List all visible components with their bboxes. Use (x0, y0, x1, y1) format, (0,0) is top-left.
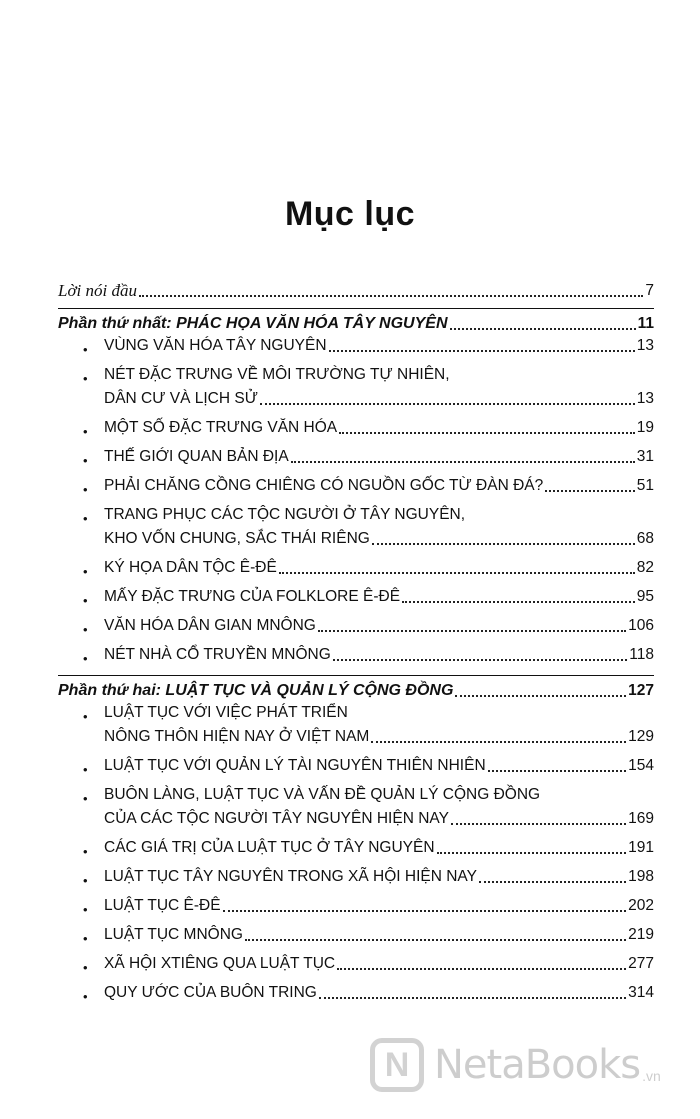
toc-entry-label: CÁC GIÁ TRỊ CỦA LUẬT TỤC Ở TÂY NGUYÊN (104, 839, 435, 856)
watermark-text: NetaBooks (434, 1042, 641, 1088)
toc-entry[interactable] (58, 506, 654, 548)
toc-entry[interactable] (58, 588, 654, 606)
toc-entry-label: LUẬT TỤC VỚI QUẢN LÝ TÀI NGUYÊN THIÊN NHIÊN (104, 757, 486, 774)
toc-entry-label: Lời nói đầu (58, 281, 137, 300)
toc-entry-page: 51 (636, 477, 654, 494)
dot-leader (291, 451, 635, 463)
toc-part-heading[interactable] (58, 308, 654, 333)
toc-part-page: 11 (637, 315, 654, 332)
bullet-icon: • (83, 342, 88, 357)
toc-entry-page: 169 (628, 810, 654, 827)
toc-entry[interactable] (58, 617, 654, 635)
dot-leader (455, 685, 626, 697)
toc-entry-label: CỦA CÁC TỘC NGƯỜI TÂY NGUYÊN HIỆN NAY (104, 810, 449, 827)
toc-entry-preface[interactable] (58, 282, 654, 300)
toc-entry-page: 13 (636, 390, 654, 407)
bullet-icon: • (83, 651, 88, 666)
toc-part-heading[interactable] (58, 675, 654, 700)
toc-entry-label: NÉT NHÀ CỔ TRUYỀN MNÔNG (104, 646, 331, 663)
dot-leader (451, 813, 626, 825)
toc-entry-label: QUY ƯỚC CỦA BUÔN TRING (104, 984, 317, 1001)
toc-parts (58, 308, 654, 1002)
dot-leader (488, 760, 626, 772)
toc-entry-label: LUẬT TỤC Ê-ĐÊ (104, 897, 221, 914)
dot-leader (245, 929, 626, 941)
toc-entry-label: THẾ GIỚI QUAN BẢN ĐỊA (104, 448, 289, 465)
toc-entry-page: 314 (628, 984, 654, 1001)
toc-entry-page: 118 (629, 646, 654, 663)
dot-leader (139, 285, 643, 297)
dot-leader (371, 731, 626, 743)
toc-entry-label: LUẬT TỤC TÂY NGUYÊN TRONG XÃ HỘI HIỆN NAY (104, 868, 477, 885)
toc-entry-label: PHẢI CHĂNG CỒNG CHIÊNG CÓ NGUỒN GỐC TỪ ĐÀN ĐÁ? (104, 477, 544, 494)
toc-entry-page: 202 (628, 897, 654, 914)
toc-entry-line: NÉT ĐẶC TRƯNG VỀ MÔI TRƯỜNG TỰ NHIÊN, (104, 366, 450, 383)
toc-entry-page: 68 (636, 530, 654, 547)
toc-entry-label: NÔNG THÔN HIỆN NAY Ở VIỆT NAM (104, 728, 370, 745)
toc-entry[interactable] (58, 477, 654, 495)
bullet-icon: • (83, 564, 88, 579)
bullet-icon: • (83, 593, 88, 608)
toc-entry-page: 95 (636, 588, 654, 605)
toc-entry-label: KÝ HỌA DÂN TỘC Ê-ĐÊ (104, 559, 277, 576)
watermark (370, 1025, 700, 1105)
bullet-icon: • (83, 511, 88, 526)
dot-leader (329, 340, 635, 352)
toc-entry-page: 191 (628, 839, 654, 856)
dot-leader (260, 393, 635, 405)
toc-entry-page: 277 (628, 955, 654, 972)
dot-leader (333, 649, 628, 661)
dot-leader (337, 958, 626, 970)
toc-entry-line: TRANG PHỤC CÁC TỘC NGƯỜI Ở TÂY NGUYÊN, (104, 506, 466, 523)
watermark-suffix: .vn (642, 1068, 661, 1084)
toc-entry[interactable] (58, 559, 654, 577)
toc-entry[interactable] (58, 839, 654, 857)
toc-entry[interactable] (58, 868, 654, 886)
toc-entry[interactable] (58, 897, 654, 915)
bullet-icon: • (83, 622, 88, 637)
toc-part-label: Phần thứ hai: LUẬT TỤC VÀ QUẢN LÝ CỘNG ĐỒNG (58, 682, 454, 699)
toc-entry[interactable] (58, 366, 654, 408)
toc-entry[interactable] (58, 337, 654, 355)
toc-part-label: Phần thứ nhất: PHÁC HỌA VĂN HÓA TÂY NGUYÊN (58, 315, 448, 332)
toc-entry-page: 19 (636, 419, 654, 436)
dot-leader (545, 480, 635, 492)
toc-entry-page: 154 (628, 757, 654, 774)
toc-entry[interactable] (58, 448, 654, 466)
toc-entry[interactable] (58, 926, 654, 944)
toc-entry-label: XÃ HỘI XTIÊNG QUA LUẬT TỤC (104, 955, 336, 972)
dot-leader (318, 620, 626, 632)
toc-entry-page: 7 (645, 282, 654, 299)
dot-leader (437, 842, 627, 854)
bullet-icon: • (83, 902, 88, 917)
bullet-icon: • (83, 762, 88, 777)
dot-leader (450, 318, 636, 330)
toc-entry-page: 219 (628, 926, 654, 943)
toc-entry-label: DÂN CƯ VÀ LỊCH SỬ (104, 390, 258, 407)
bullet-icon: • (83, 371, 88, 386)
toc-entry-label: LUẬT TỤC MNÔNG (104, 926, 243, 943)
toc-entry[interactable] (58, 704, 654, 746)
dot-leader (339, 422, 635, 434)
toc-entry[interactable] (58, 419, 654, 437)
toc-entry-label: MỘT SỐ ĐẶC TRƯNG VĂN HÓA (104, 419, 338, 436)
table-of-contents (58, 282, 654, 1013)
dot-leader (479, 871, 626, 883)
toc-entry-page: 13 (636, 337, 654, 354)
toc-part-page: 127 (628, 682, 654, 699)
toc-entry[interactable] (58, 757, 654, 775)
bullet-icon: • (83, 709, 88, 724)
toc-entry-label: VÙNG VĂN HÓA TÂY NGUYÊN (104, 337, 327, 354)
toc-entry-page: 106 (628, 617, 654, 634)
toc-entry-line: LUẬT TỤC VỚI VIỆC PHÁT TRIỂN (104, 704, 348, 721)
bullet-icon: • (83, 424, 88, 439)
dot-leader (372, 533, 635, 545)
toc-entry-page: 82 (636, 559, 654, 576)
bullet-icon: • (83, 791, 88, 806)
toc-entry-label: VĂN HÓA DÂN GIAN MNÔNG (104, 617, 316, 634)
bullet-icon: • (83, 960, 88, 975)
toc-entry-label: MẤY ĐẶC TRƯNG CỦA FOLKLORE Ê-ĐÊ (104, 588, 401, 605)
toc-entry-page: 198 (628, 868, 654, 885)
toc-entry-line: BUÔN LÀNG, LUẬT TỤC VÀ VẤN ĐỀ QUẢN LÝ CỘNG ĐỒNG (104, 786, 541, 803)
bullet-icon: • (83, 989, 88, 1004)
bullet-icon: • (83, 453, 88, 468)
toc-entry-label: KHO VỐN CHUNG, SẮC THÁI RIÊNG (104, 530, 370, 547)
bullet-icon: • (83, 931, 88, 946)
dot-leader (402, 591, 635, 603)
dot-leader (279, 562, 635, 574)
bullet-icon: • (83, 482, 88, 497)
dot-leader (223, 900, 627, 912)
page-title: Mục lục (284, 195, 416, 233)
toc-entry[interactable] (58, 955, 654, 973)
toc-entry[interactable] (58, 786, 654, 828)
toc-entry[interactable] (58, 984, 654, 1002)
dot-leader (319, 987, 626, 999)
toc-entry-page: 129 (628, 728, 654, 745)
netabooks-logo-icon: N (370, 1038, 424, 1092)
toc-entry-page: 31 (636, 448, 654, 465)
bullet-icon: • (83, 844, 88, 859)
bullet-icon: • (83, 873, 88, 888)
toc-entry[interactable] (58, 646, 654, 664)
